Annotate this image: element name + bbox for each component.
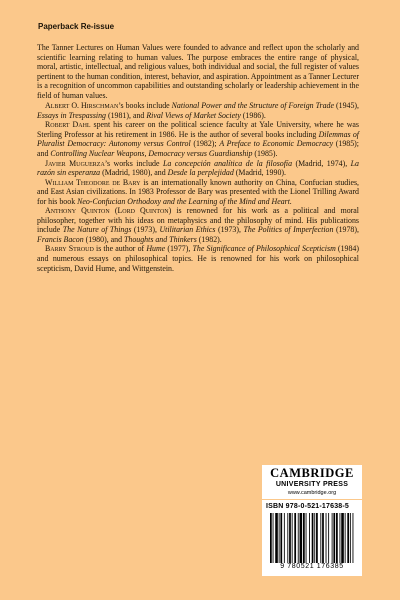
book-title: Francis Bacon <box>37 234 84 244</box>
bio-text: ’s works include <box>104 158 163 168</box>
book-title: Controlling Nuclear Weapons, Democracy versus Guardianship <box>50 149 253 159</box>
reissue-label: Paperback Re-issue <box>38 22 115 31</box>
author-name: Javier Muguerza <box>45 158 105 168</box>
bio-muguerza <box>37 159 359 178</box>
book-title: The Politics of Imperfection <box>243 225 334 235</box>
bio-dahl <box>37 120 359 158</box>
barcode-bar <box>279 513 280 563</box>
bio-text: ’s books include <box>118 101 172 111</box>
book-title: Dilemmas of Pluralist Democracy: Autonomy versus Control <box>37 129 359 149</box>
bio-text: (1945), <box>334 101 360 111</box>
barcode-bar <box>273 513 274 563</box>
book-title: Hume <box>146 244 166 254</box>
barcode-bar <box>326 513 327 563</box>
barcode-bar <box>336 513 338 563</box>
bio-text: (1981), and <box>105 110 147 120</box>
barcode-bar <box>270 513 272 563</box>
bio-text: (1978), <box>333 225 359 235</box>
barcode-digits: 9 780521 176385 <box>280 563 344 570</box>
author-name: Barry Stroud <box>45 244 94 254</box>
author-name: Robert Dahl <box>45 120 91 130</box>
barcode-bar <box>275 513 278 563</box>
barcode-bar <box>316 513 318 563</box>
book-title: A Preface to Economic Democracy <box>219 139 334 149</box>
bio-text: (1982); <box>190 139 220 149</box>
barcode-bar <box>345 513 346 563</box>
bio-text: (Madrid, 1990). <box>233 168 286 178</box>
bio-text: (Madrid, 1974), <box>292 158 351 168</box>
barcode-bar <box>312 513 314 563</box>
book-title: Utilitarian Ethics <box>159 225 216 235</box>
barcode-bar <box>328 513 329 563</box>
barcode-bar <box>284 513 285 563</box>
bio-de-bary <box>37 178 359 207</box>
bio-text: is the author of <box>93 244 147 254</box>
barcode-bar <box>280 513 282 563</box>
intro-paragraph: The Tanner Lectures on Human Values were founded to advance and reflect upon the scholarly and scientific learning relating to human values. The purpose embraces the entire range of physical, moral, artistic, intellectual, and religious values, both individual and social, the full register of values pertinent to the human condition, interest, behavior, and aspiration. Appointment as a Tanner Lecturer is a recognition of uncommon capabilities and outstanding scholarly or leadership achievement in the field of human values. <box>37 43 359 100</box>
book-title: The Nature of Things <box>62 225 132 235</box>
author-name: Anthony Quinton (Lord Quinton) <box>45 206 172 216</box>
barcode-bar <box>303 513 305 563</box>
bio-text: is renowned for his work as a political and moral philosopher, together with his ideas on metaphysics and the philosophy of mind. His publications include <box>37 206 359 235</box>
barcode-bar <box>287 513 288 563</box>
barcode-bar <box>350 513 351 563</box>
cover-text <box>37 43 359 273</box>
barcode-panel <box>262 500 362 576</box>
book-title: Rival Views of Market Society <box>146 110 241 120</box>
book-title: Essays in Trespassing <box>37 110 106 120</box>
author-name: Albert O. Hirschman <box>45 101 119 111</box>
book-title: La razón sin esperanza <box>37 158 359 178</box>
barcode-bar <box>332 513 333 563</box>
bio-text: (1984) and numerous essays on philosophical topics. He is renowned for his work on philosophical scepticism, David Hume, and Wittgenstein. <box>37 244 359 273</box>
bio-text: is an internationally known authority on China, Confucian studies, and East Asian civilizations. In 1983 Professor de Bary was presented with the Lionel Trilling Award for his book <box>37 177 359 206</box>
author-name: William Theodore de Bary <box>45 177 141 187</box>
barcode-bar <box>341 513 344 563</box>
book-title: La concepción analítica de la filosofía <box>162 158 293 168</box>
barcode-bar <box>306 513 307 563</box>
barcode-bar <box>314 513 315 563</box>
bio-text: (1986). <box>240 110 266 120</box>
barcode-bar <box>300 513 303 563</box>
bio-text: (Madrid, 1980), and <box>100 168 168 178</box>
barcode-bar <box>309 513 310 563</box>
bio-text: (1973), <box>215 225 244 235</box>
barcode-bar <box>322 513 324 563</box>
barcode-bar <box>333 513 335 563</box>
barcode-bar <box>339 513 340 563</box>
bio-text: (1980), and <box>83 234 125 244</box>
publisher-name: CAMBRIDGE <box>262 465 362 480</box>
isbn-label: ISBN 978-0-521-17638-5 <box>266 503 350 510</box>
bio-quinton <box>37 206 359 244</box>
bio-stroud <box>37 244 359 273</box>
bio-hirschman <box>37 101 359 120</box>
barcode-bar <box>294 513 296 563</box>
book-title: Desde la perplejidad <box>167 168 234 178</box>
bio-text: (1985); and <box>37 139 360 159</box>
barcode-bar <box>353 513 354 563</box>
publisher-logo <box>262 465 362 499</box>
book-title: The Significance of Philosophical Scepticism <box>192 244 336 254</box>
bio-text: (1982). <box>196 234 222 244</box>
barcode-bar <box>289 513 291 563</box>
bio-text: spent his career on the political science faculty at Yale University, where he was Sterling Professor at his retirement in 1986. He is the author of several books including <box>37 120 360 139</box>
publisher-url: www.cambridge.org <box>287 490 337 496</box>
bio-text: (1973), <box>131 225 160 235</box>
bio-text: (1985). <box>252 149 278 159</box>
barcode-bar <box>320 513 321 563</box>
barcode-bar <box>347 513 349 563</box>
publisher-subtitle: UNIVERSITY PRESS <box>275 481 349 488</box>
book-title: National Power and the Structure of Foreign Trade <box>171 101 335 111</box>
book-title: Neo-Confucian Orthodoxy and the Learning of the Mind and Heart. <box>77 196 292 206</box>
book-title: Thoughts and Thinkers <box>124 234 197 244</box>
barcode-bar <box>298 513 299 563</box>
barcode-icon <box>270 513 356 563</box>
bio-text: (1977), <box>165 244 193 254</box>
barcode-bar <box>292 513 293 563</box>
